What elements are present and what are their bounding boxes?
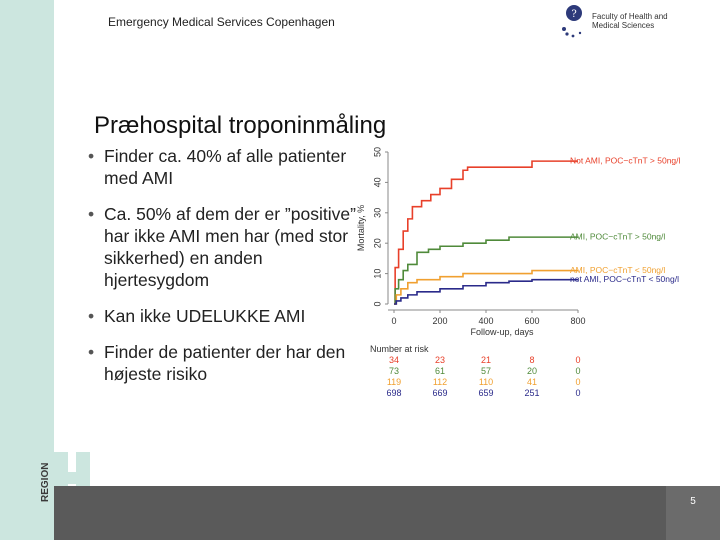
risk-value: 21 xyxy=(480,355,492,365)
x-axis-label: Follow-up, days xyxy=(470,327,534,337)
number-at-risk-label: Number at risk xyxy=(370,344,429,354)
bullet-text: Kan ikke UDELUKKE AMI xyxy=(104,306,306,326)
series-label-3: AMI, POC−cTnT < 50ng/l xyxy=(570,264,666,275)
x-tick-label: 0 xyxy=(391,316,397,326)
organization-name: Emergency Medical Services Copenhagen xyxy=(108,15,335,29)
bullet-text: Finder de patienter der har den højeste risiko xyxy=(104,342,346,384)
faculty-logo xyxy=(556,2,716,40)
bullet-item xyxy=(88,305,368,327)
logo-text-line-2: Medical Sciences xyxy=(592,21,655,30)
risk-value: 251 xyxy=(524,388,540,398)
series-label-4: not AMI, POC−cTnT < 50ng/l xyxy=(570,273,679,284)
risk-value: 57 xyxy=(480,366,492,376)
risk-value: 0 xyxy=(575,377,581,387)
risk-value: 110 xyxy=(478,377,494,387)
risk-value: 41 xyxy=(526,377,538,387)
risk-value: 0 xyxy=(575,388,581,398)
risk-value: 8 xyxy=(529,355,535,365)
y-tick-label: 10 xyxy=(372,268,383,279)
y-tick-label: 0 xyxy=(372,301,383,307)
y-tick-label: 30 xyxy=(372,207,383,218)
risk-value: 698 xyxy=(386,388,402,398)
region-logo-text: REGION xyxy=(40,462,51,502)
svg-text:?: ? xyxy=(571,9,577,20)
bullet-item xyxy=(88,203,368,291)
risk-value: 659 xyxy=(478,388,494,398)
bullet-text: Finder ca. 40% af alle patienter med AMI xyxy=(104,146,347,188)
series-label-1: Not AMI, POC−cTnT > 50ng/l xyxy=(570,155,681,166)
slide-title: Præhospital troponinmåling xyxy=(94,112,387,140)
series-label-2: AMI, POC−cTnT > 50ng/l xyxy=(570,231,666,242)
risk-value: 34 xyxy=(388,355,400,365)
risk-value: 23 xyxy=(434,355,446,365)
bullet-dot-icon: • xyxy=(88,342,95,362)
series-line-3 xyxy=(394,271,578,304)
faculty-emblem-icon xyxy=(556,2,592,40)
page-number-box xyxy=(666,486,720,540)
bullet-dot-icon: • xyxy=(88,204,95,224)
mortality-chart xyxy=(350,140,700,400)
bullet-dot-icon: • xyxy=(88,146,95,166)
series-line-4 xyxy=(394,280,578,304)
footer-bar xyxy=(54,486,666,540)
bullet-list xyxy=(88,145,368,399)
y-tick-label: 40 xyxy=(372,177,383,188)
risk-value: 0 xyxy=(575,366,581,376)
risk-value: 61 xyxy=(434,366,446,376)
risk-value: 669 xyxy=(432,388,448,398)
risk-value: 112 xyxy=(432,377,448,387)
y-axis-label: Mortality, % xyxy=(356,204,366,252)
bullet-text: Ca. 50% af dem der er ”positive” har ikke AMI men har (med stor sikkerhed) en anden hjertesygdom xyxy=(104,204,356,290)
x-tick-label: 800 xyxy=(570,316,586,326)
y-tick-label: 50 xyxy=(372,146,383,158)
risk-value: 73 xyxy=(388,366,400,376)
bullet-dot-icon: • xyxy=(88,306,95,326)
y-tick-label: 20 xyxy=(372,238,383,249)
x-tick-label: 400 xyxy=(478,316,494,326)
x-tick-label: 600 xyxy=(524,316,540,326)
logo-text-line-1: Faculty of Health and xyxy=(592,12,668,21)
page-number: 5 xyxy=(690,496,696,507)
risk-value: 0 xyxy=(575,355,581,365)
risk-value: 20 xyxy=(526,366,538,376)
x-tick-label: 200 xyxy=(432,316,448,326)
bullet-item xyxy=(88,341,368,385)
risk-value: 119 xyxy=(386,377,402,387)
bullet-item xyxy=(88,145,368,189)
